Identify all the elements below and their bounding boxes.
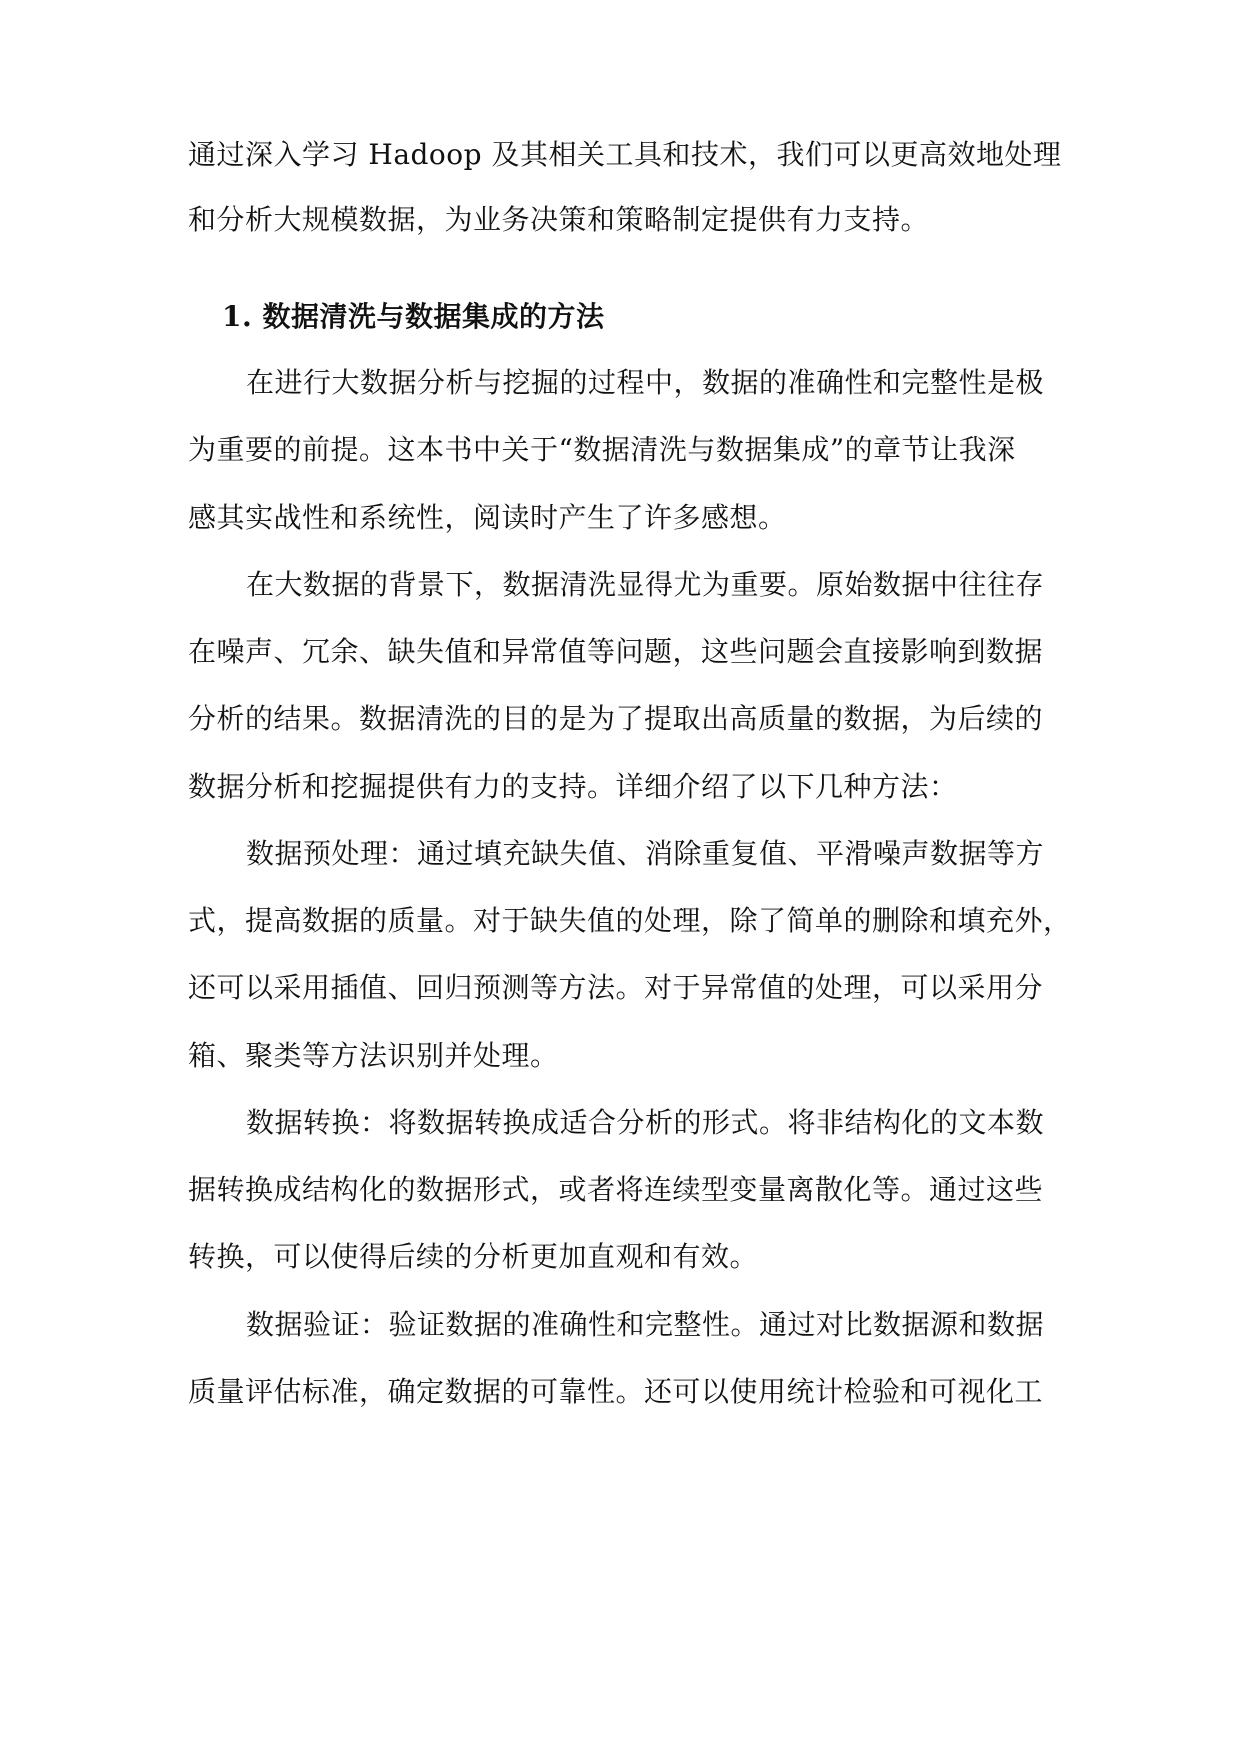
paragraph-line: 据转换成结构化的数据形式，或者将连续型变量离散化等。通过这些: [188, 1173, 1044, 1206]
paragraph-line: 和分析大规模数据，为业务决策和策略制定提供有力支持。: [188, 203, 930, 236]
paragraph-line: 数据验证：验证数据的准确性和完整性。通过对比数据源和数据: [246, 1308, 1045, 1341]
paragraph-line: 在噪声、冗余、缺失值和异常值等问题，这些问题会直接影响到数据: [188, 635, 1044, 668]
paragraph-line: 为重要的前提。这本书中关于“数据清洗与数据集成”的章节让我深: [188, 433, 1016, 466]
paragraph-line: 在大数据的背景下，数据清洗显得尤为重要。原始数据中往往存: [246, 568, 1045, 601]
paragraph-line: 转换，可以使得后续的分析更加直观和有效。: [188, 1240, 759, 1273]
paragraph-line: 还可以采用插值、回归预测等方法。对于异常值的处理，可以采用分: [188, 971, 1044, 1004]
paragraph-line: 分析的结果。数据清洗的目的是为了提取出高质量的数据，为后续的: [188, 702, 1044, 735]
paragraph-line: 式，提高数据的质量。对于缺失值的处理，除了简单的删除和填充外，: [188, 904, 1072, 937]
paragraph-line: 箱、聚类等方法识别并处理。: [188, 1039, 559, 1072]
paragraph-line: 感其实战性和系统性，阅读时产生了许多感想。: [188, 501, 787, 534]
paragraph-line: 质量评估标准，确定数据的可靠性。还可以使用统计检验和可视化工: [188, 1375, 1044, 1408]
paragraph-line: 数据转换：将数据转换成适合分析的形式。将非结构化的文本数: [246, 1106, 1045, 1139]
paragraph-line: 数据分析和挖掘提供有力的支持。详细介绍了以下几种方法：: [188, 770, 958, 803]
paragraph-line: 在进行大数据分析与挖掘的过程中，数据的准确性和完整性是极: [246, 366, 1045, 399]
paragraph-line: 通过深入学习 Hadoop 及其相关工具和技术，我们可以更高效地处理: [188, 138, 1062, 171]
section-heading: 1. 数据清洗与数据集成的方法: [222, 300, 605, 333]
paragraph-line: 数据预处理：通过填充缺失值、消除重复值、平滑噪声数据等方: [246, 837, 1045, 870]
